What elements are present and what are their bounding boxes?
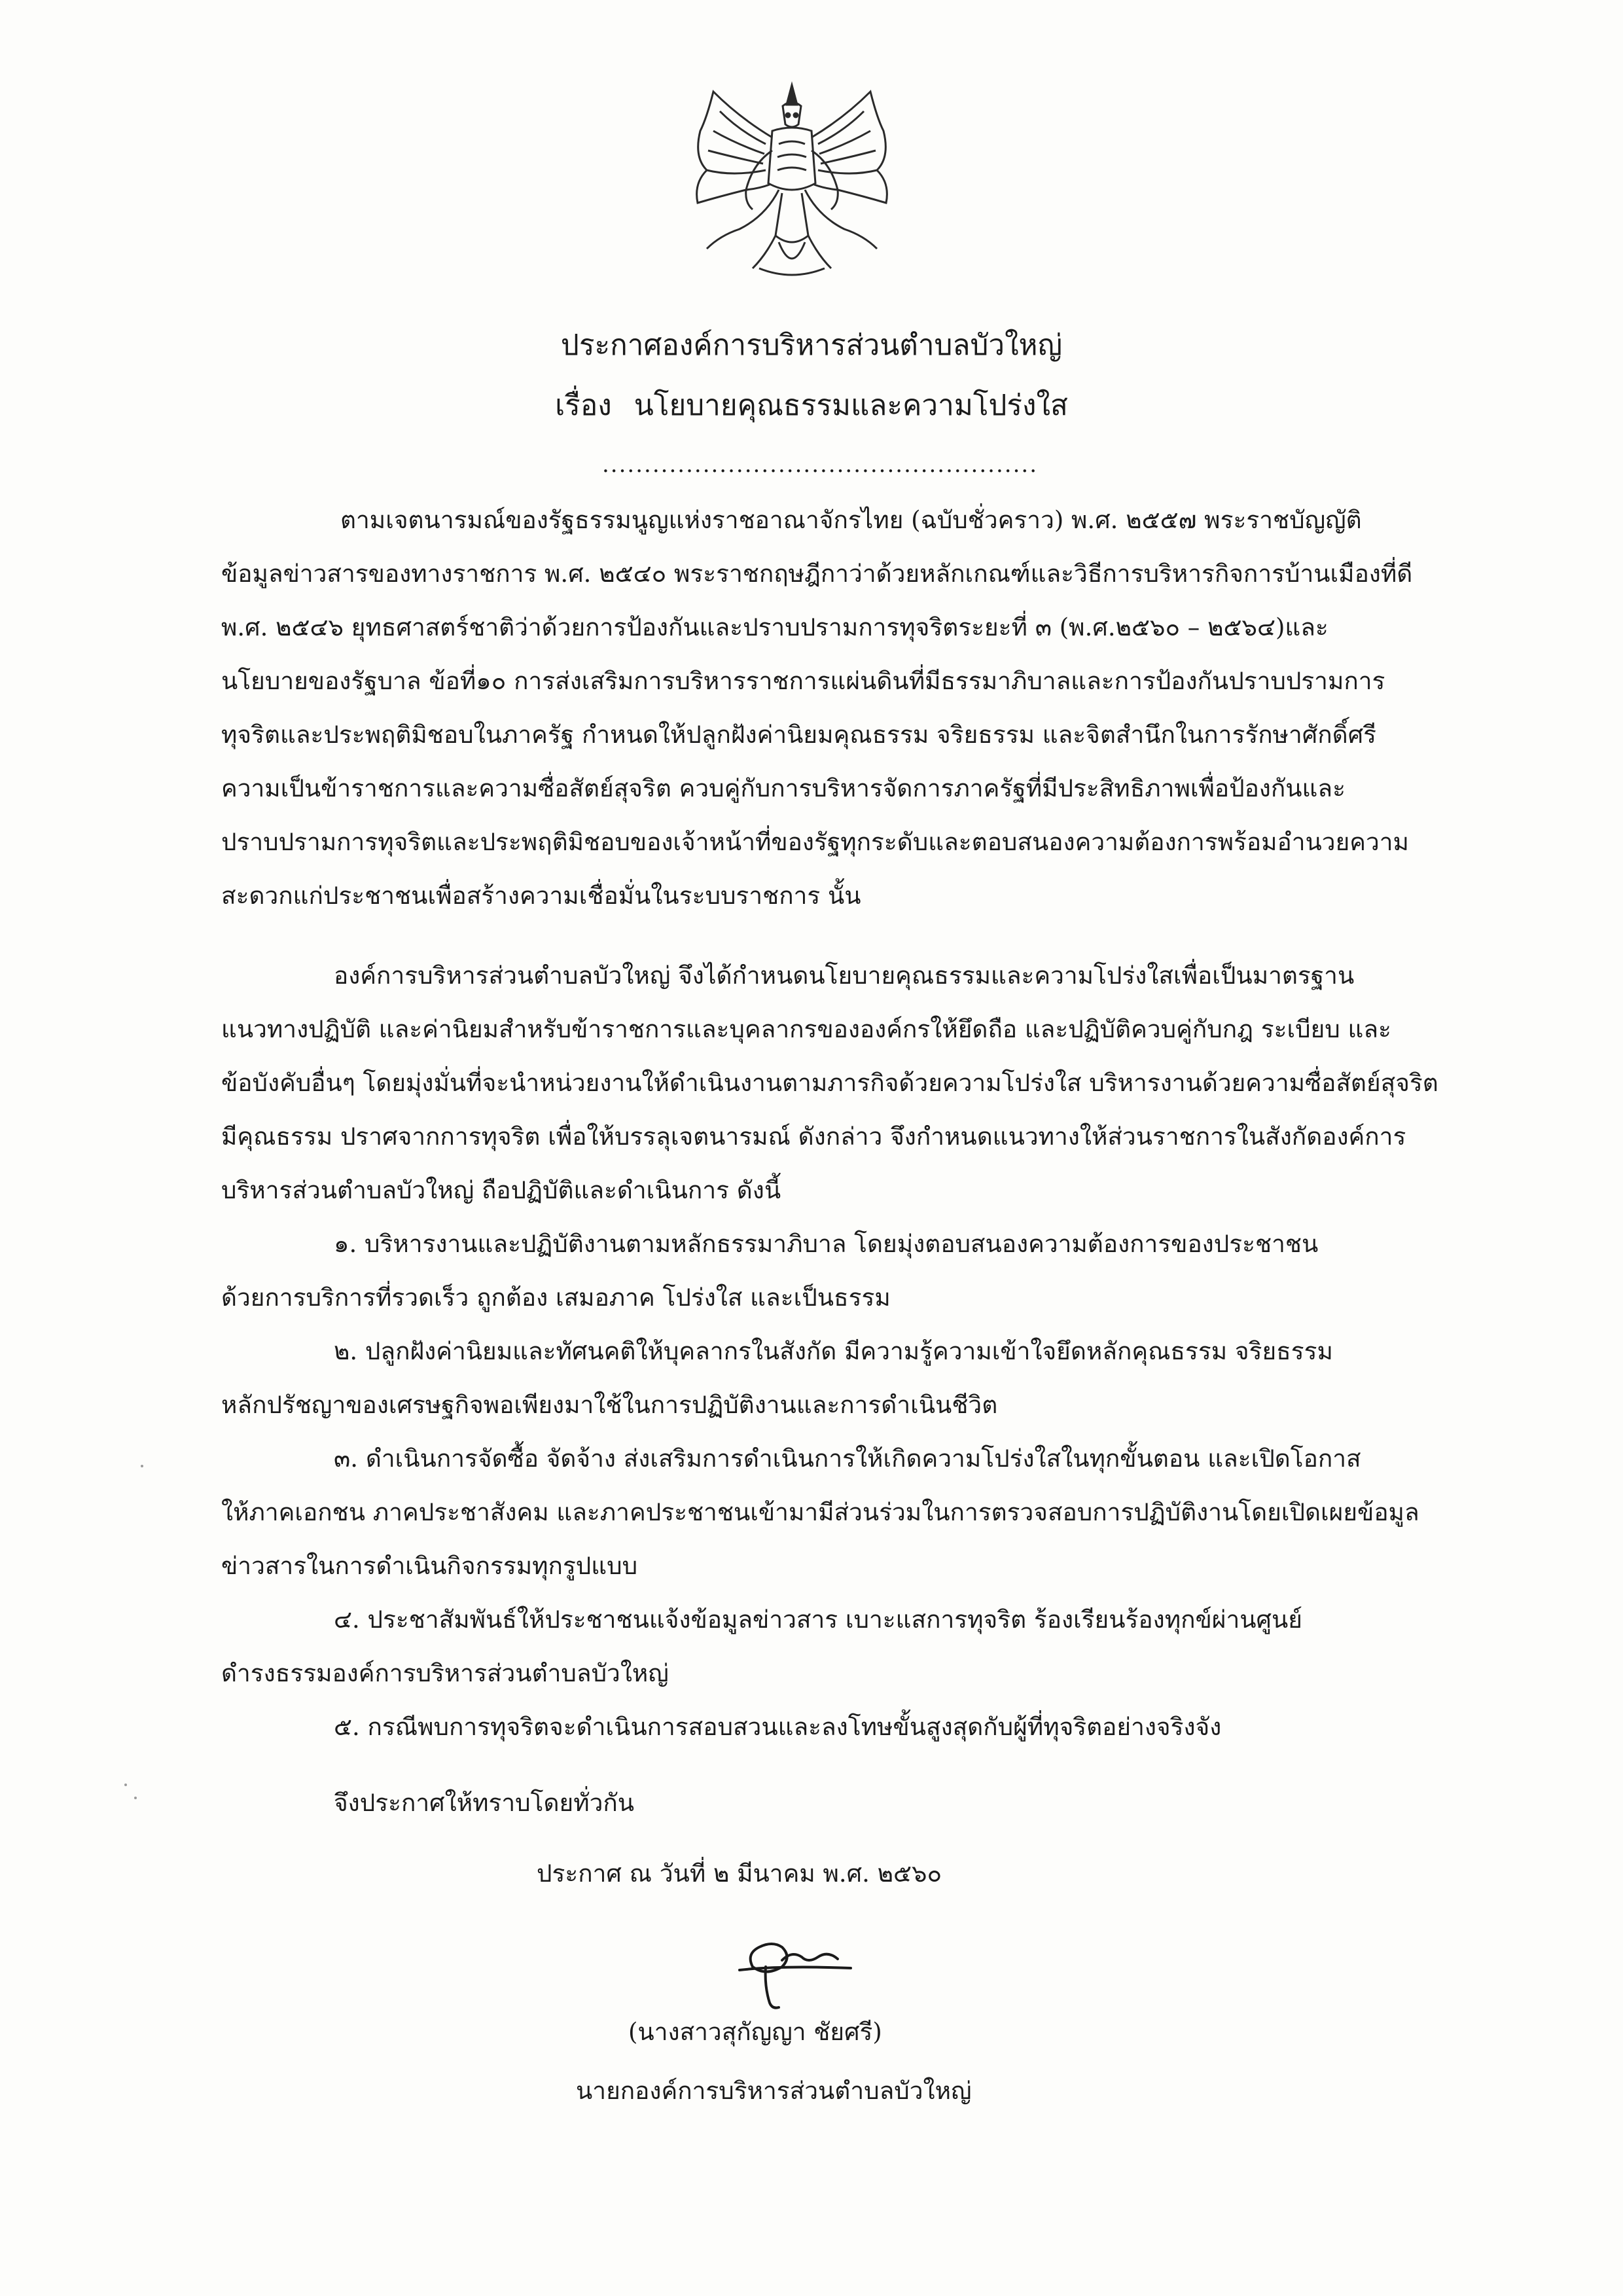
paragraph-line: ปราบปรามการทุจริตและประพฤติมิชอบของเจ้าหน้าที่ของรัฐทุกระดับและตอบสนองความต้องการพร้อมอำนวยความ — [221, 828, 1409, 856]
paragraph-line: ข้อมูลข่าวสารของทางราชการ พ.ศ. ๒๕๔๐ พระราชกฤษฎีกาว่าด้วยหลักเกณฑ์และวิธีการบริหารกิจการบ้านเมืองที่ดี — [221, 560, 1413, 588]
paragraph-line: ทุจริตและประพฤติมิชอบในภาครัฐ กำหนดให้ปลูกฝังค่านิยมคุณธรรม จริยธรรม และจิตสำนึกในการรักษาศักดิ์ศรี — [221, 721, 1377, 749]
policy-item-cont: ด้วยการบริการที่รวดเร็ว ถูกต้อง เสมอภาค โปร่งใส และเป็นธรรม — [221, 1283, 891, 1312]
paragraph-line: แนวทางปฏิบัติ และค่านิยมสำหรับข้าราชการและบุคลากรขององค์กรให้ยึดถือ และปฏิบัติควบคู่กับกฎ ระเบียบ และ — [221, 1015, 1391, 1043]
closing-statement: จึงประกาศให้ทราบโดยทั่วกัน — [334, 1789, 635, 1817]
paragraph-line: ข้อบังคับอื่นๆ โดยมุ่งมั่นที่จะนำหน่วยงานให้ดำเนินงานตามภารกิจด้วยความโปร่งใส บริหารงานด้วยความซื่อสัตย์สุจริต — [221, 1069, 1438, 1097]
title-separator: .................................................... — [602, 452, 1038, 478]
signature-mark — [720, 1921, 864, 2013]
proclaim-date: ประกาศ ณ วันที่ ๒ มีนาคม พ.ศ. ๒๕๖๐ — [537, 1859, 942, 1888]
policy-item: ๑. บริหารงานและปฏิบัติงานตามหลักธรรมาภิบาล โดยมุ่งตอบสนองความต้องการของประชาชน — [334, 1230, 1319, 1258]
paragraph-line: นโยบายของรัฐบาล ข้อที่๑๐ การส่งเสริมการบริหารราชการแผ่นดินที่มีธรรมาภิบาลและการป้องกันปราบปรามการ — [221, 667, 1385, 695]
paragraph-line: ความเป็นข้าราชการและความซื่อสัตย์สุจริต ควบคู่กับการบริหารจัดการภาครัฐที่มีประสิทธิภาพเพื่อป้องกันและ — [221, 774, 1346, 802]
scan-speck — [141, 1465, 143, 1467]
policy-item-cont: ให้ภาคเอกชน ภาคประชาสังคม และภาคประชาชนเข้ามามีส่วนร่วมในการตรวจสอบการปฏิบัติงานโดยเปิดเผยข้อมูล — [221, 1498, 1419, 1526]
policy-item-cont: ข่าวสารในการดำเนินกิจกรรมทุกรูปแบบ — [221, 1552, 638, 1580]
policy-item: ๓. ดำเนินการจัดซื้อ จัดจ้าง ส่งเสริมการดำเนินการให้เกิดความโปร่งใสในทุกขั้นตอน และเปิดโอกาส — [334, 1444, 1361, 1473]
paragraph-line: องค์การบริหารส่วนตำบลบัวใหญ่ จึงได้กำหนดนโยบายคุณธรรมและความโปร่งใสเพื่อเป็นมาตรฐาน — [334, 961, 1355, 990]
paragraph-line: ตามเจตนารมณ์ของรัฐธรรมนูญแห่งราชอาณาจักรไทย (ฉบับชั่วคราว) พ.ศ. ๒๕๕๗ พระราชบัญญัติ — [340, 506, 1362, 534]
paragraph-line: มีคุณธรรม ปราศจากการทุจริต เพื่อให้บรรลุเจตนารมณ์ ดังกล่าว จึงกำหนดแนวทางให้ส่วนราชการในสังกัดองค์การ — [221, 1122, 1406, 1151]
scan-speck — [124, 1784, 127, 1786]
subject-label: เรื่อง — [555, 389, 612, 422]
paragraph-line: สะดวกแก่ประชาชนเพื่อสร้างความเชื่อมั่นในระบบราชการ นั้น — [221, 882, 861, 910]
signer-name: (นางสาวสุกัญญา ชัยศรี) — [628, 2018, 882, 2046]
policy-item: ๒. ปลูกฝังค่านิยมและทัศนคติให้บุคลากรในสังกัด มีความรู้ความเข้าใจยึดหลักคุณธรรม จริยธรรม — [334, 1337, 1333, 1365]
paragraph-line: พ.ศ. ๒๕๔๖ ยุทธศาสตร์ชาติว่าด้วยการป้องกันและปราบปรามการทุจริตระยะที่ ๓ (พ.ศ.๒๕๖๐ – ๒๕๖๔)และ — [221, 613, 1329, 641]
policy-item: ๔. ประชาสัมพันธ์ให้ประชาชนแจ้งข้อมูลข่าวสาร เบาะแสการทุจริต ร้องเรียนร้องทุกข์ผ่านศูนย์ — [334, 1605, 1302, 1634]
policy-item: ๕. กรณีพบการทุจริตจะดำเนินการสอบสวนและลงโทษขั้นสูงสุดกับผู้ที่ทุจริตอย่างจริงจัง — [334, 1713, 1222, 1741]
scan-speck — [134, 1797, 137, 1799]
policy-item-cont: ดำรงธรรมองค์การบริหารส่วนตำบลบัวใหญ่ — [221, 1659, 669, 1687]
policy-item-cont: หลักปรัชญาของเศรษฐกิจพอเพียงมาใช้ในการปฏิบัติงานและการดำเนินชีวิต — [221, 1391, 998, 1419]
paragraph-line: บริหารส่วนตำบลบัวใหญ่ ถือปฏิบัติและดำเนินการ ดังนี้ — [221, 1176, 781, 1204]
announcement-subject — [0, 386, 1623, 425]
subject-text: นโยบายคุณธรรมและความโปร่งใส — [633, 389, 1068, 422]
signer-position: นายกองค์การบริหารส่วนตำบลบัวใหญ่ — [576, 2077, 972, 2105]
garuda-emblem-icon — [668, 79, 916, 288]
announcement-title: ประกาศองค์การบริหารส่วนตำบลบัวใหญ่ — [560, 329, 1063, 362]
